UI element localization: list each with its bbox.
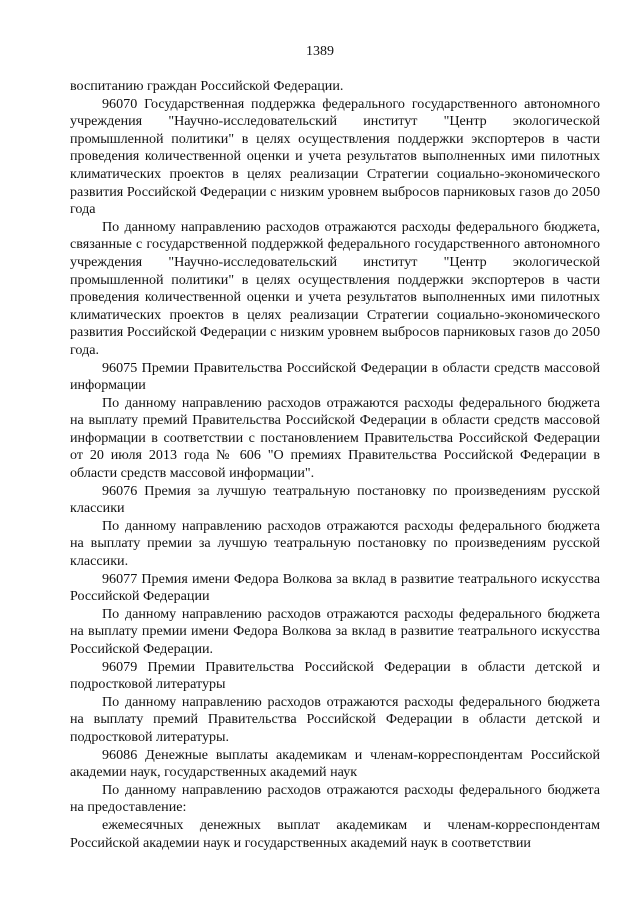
section-heading-96079: 96079 Премии Правительства Российской Федерации в области детской и подростковой литературы — [70, 658, 600, 693]
paragraph: По данному направлению расходов отражаются расходы федерального бюджета на предоставление: — [70, 781, 600, 816]
section-heading-96075: 96075 Премии Правительства Российской Федерации в области средств массовой информации — [70, 359, 600, 394]
body-text — [70, 78, 600, 852]
section-heading-96077: 96077 Премия имени Федора Волкова за вклад в развитие театрального искусства Российской Федерации — [70, 570, 600, 605]
page-number: 1389 — [306, 44, 334, 59]
section-heading-96086: 96086 Денежные выплаты академикам и членам-корреспондентам Российской академии наук, государственных академий наук — [70, 746, 600, 781]
paragraph: воспитанию граждан Российской Федерации. — [70, 78, 344, 94]
paragraph: По данному направлению расходов отражаются расходы федерального бюджета на выплату премии имени Федора Волкова за вклад в развитие театрального искусства Российской Федерации. — [70, 605, 600, 657]
paragraph: По данному направлению расходов отражаются расходы федерального бюджета на выплату премий Правительства Российской Федерации в области детской и подростковой литературы. — [70, 693, 600, 745]
paragraph: По данному направлению расходов отражаются расходы федерального бюджета на выплату премии за лучшую театральную постановку по произведениям русской классики. — [70, 517, 600, 570]
section-heading-96076: 96076 Премия за лучшую театральную постановку по произведениям русской классики — [70, 482, 600, 517]
paragraph: ежемесячных денежных выплат академикам и членам-корреспондентам Российской академии наук и государственных академий наук в соответствии — [70, 816, 600, 851]
paragraph: По данному направлению расходов отражаются расходы федерального бюджета на выплату премий Правительства Российской Федерации в области средств массовой информации в соответствии с постановлением Правительства Российской Федерации от 20 июля 2013 года № 606 "О премиях Правительства Российской Федерации в области средств массовой информации". — [70, 394, 600, 482]
section-heading-96070: 96070 Государственная поддержка федерального государственного автономного учреждения "Научно-исследовательский институт "Центр экологической промышленной политики" в целях осуществления поддержки экспортеров в части проведения количественной оценки и учета результатов выполненных ими пилотных климатических проектов в целях реализации Стратегии социально-экономического развития Российской Федерации с низким уровнем выбросов парниковых газов до 2050 года — [70, 95, 600, 218]
paragraph: По данному направлению расходов отражаются расходы федерального бюджета, связанные с государственной поддержкой федерального государственного автономного учреждения "Научно-исследовательский институт "Центр экологической промышленной политики" в целях осуществления поддержки экспортеров в части проведения количественной оценки и учета результатов выполненных ими пилотных климатических проектов в целях реализации Стратегии социально-экономического развития Российской Федерации с низким уровнем выбросов парниковых газов до 2050 года. — [70, 218, 600, 358]
